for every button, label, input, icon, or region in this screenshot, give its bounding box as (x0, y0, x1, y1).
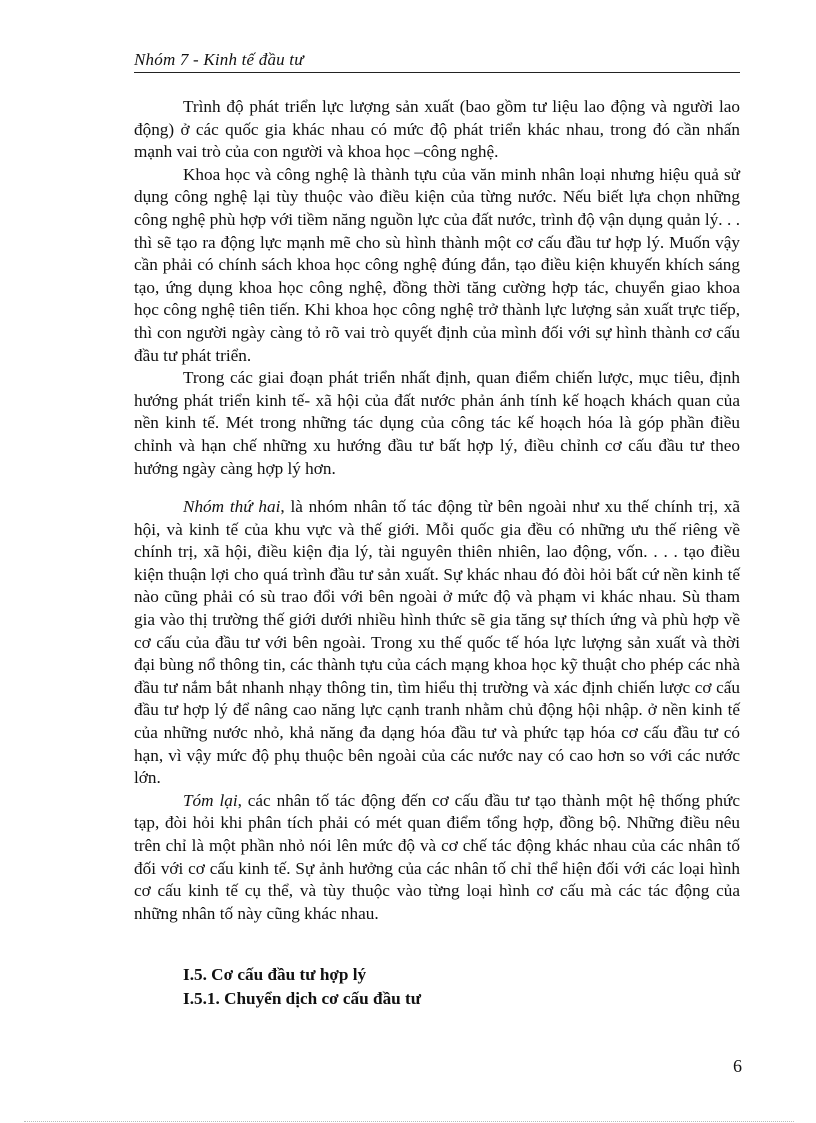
page-number: 6 (733, 1056, 742, 1076)
header-title: Nhóm 7 - Kinh tế đầu tư (134, 50, 304, 69)
document-body (134, 96, 740, 1011)
paragraph-summary (134, 790, 740, 926)
section-heading: I.5. Cơ cấu đầu tư hợp lý (183, 965, 367, 985)
paragraph-text: , là nhóm nhân tố tác động từ bên ngoài như xu thế chính trị, xã hội, và kinh tế của khu vực và thế giới. Mỗi quốc gia đều có những ưu thế riêng về chính trị, xã hội, điều kiện địa lý, tài nguyên thiên nhiên, lao động, vốn. . . . tạo điều kiện thuận lợi cho quá trình đầu tư sản xuất. Sự khác nhau đó đòi hỏi bất cứ nền kinh tế nào cũng phải có sù trao đổi với bên ngoài ở mức độ và phạm vi khác nhau. Sù tham gia vào thị trường thế giới dưới nhiều hình thức sẽ gia tăng sự thích ứng và phù hợp về cơ cấu của đầu tư với bên ngoài. Trong xu thế quốc tế hóa lực lượng sản xuất và thời đại bùng nổ thông tin, các thành tựu của cách mạng khoa học kỹ thuật cho phép các nhà đầu tư nắm bắt nhanh nhạy thông tin, tìm hiểu thị trường và xác định chiến lược cơ cấu đầu tư hợp lý để nâng cao năng lực cạnh tranh nhằm chủ động hội nhập. ở nền kinh tế của những nước nhỏ, khả năng đa dạng hóa đầu tư và phức tạp hóa cơ cấu đầu tư có hạn, vì vậy mức độ phụ thuộc bên ngoài của các nước nay có cao hơn so với các nước lớn. (134, 497, 740, 788)
page-header (134, 48, 740, 73)
paragraph-lead-italic: Tóm lại (183, 790, 238, 810)
subsection-heading: I.5.1. Chuyển dịch cơ cấu đầu tư (183, 989, 422, 1009)
paragraph-text: , các nhân tố tác động đến cơ cấu đầu tư tạo thành một hệ thống phức tạp, đòi hỏi khi phân tích phải có mét quan điểm tổng hợp, đồng bộ. Những điều nêu trên chỉ là một phần nhỏ nói lên mức độ và cơ chế tác động khác nhau của các nhân tố đối với cơ cấu kinh tế. Sự ảnh hưởng của các nhân tố chỉ thể hiện đối với các loại hình cơ cấu kinh tế cụ thể, và tùy thuộc vào từng loại hình cơ cấu mà các tác động của những nhân tố này cũng khác nhau. (134, 790, 740, 923)
paragraph-production-forces: Trình độ phát triển lực lượng sản xuất (bao gồm tư liệu lao động và người lao động) ở các quốc gia khác nhau có mức độ phát triển khác nhau, trong đó cần nhấn mạnh vai trò của con người và khoa học –công nghệ. (134, 97, 740, 162)
paragraph-science-technology: Khoa học và công nghệ là thành tựu của văn minh nhân loại nhưng hiệu quả sử dụng công nghệ lại tùy thuộc vào điều kiện của từng nước. Nếu biết lựa chọn những công nghệ phù hợp với tiềm năng nguồn lực của đất nước, trình độ vận dụng quản lý. . . thì sẽ tạo ra động lực mạnh mẽ cho sù hình thành một cơ cấu đầu tư hợp lý. Muốn vậy cần phải có chính sách khoa học công nghệ đúng đắn, tạo điều kiện khuyến khích sáng tạo, ứng dụng khoa học công nghệ, đồng thời tăng cường hợp tác, chuyển giao khoa học công nghệ tiên tiến. Khi khoa học công nghệ trở thành lực lượng sản xuất trực tiếp, thì con người ngày càng tỏ rõ vai trò quyết định của mình đối với sự hình thành cơ cấu đầu tư phát triển. (134, 164, 740, 365)
paragraph-external-factors (134, 496, 740, 790)
paragraph-development-stages: Trong các giai đoạn phát triển nhất định, quan điểm chiến lược, mục tiêu, định hướng phát triển kinh tế- xã hội của đất nước phản ánh tính kế hoạch khách quan của nền kinh tế. Mét trong những tác dụng của công tác kế hoạch hóa là góp phần điều chỉnh và hạn chế những xu hướng đầu tư bất hợp lý, điều chỉnh cơ cấu đầu tư theo hướng ngày càng hợp lý hơn. (134, 368, 740, 478)
paragraph-lead-italic: Nhóm thứ hai (183, 497, 281, 517)
page-bottom-divider (24, 1121, 794, 1122)
